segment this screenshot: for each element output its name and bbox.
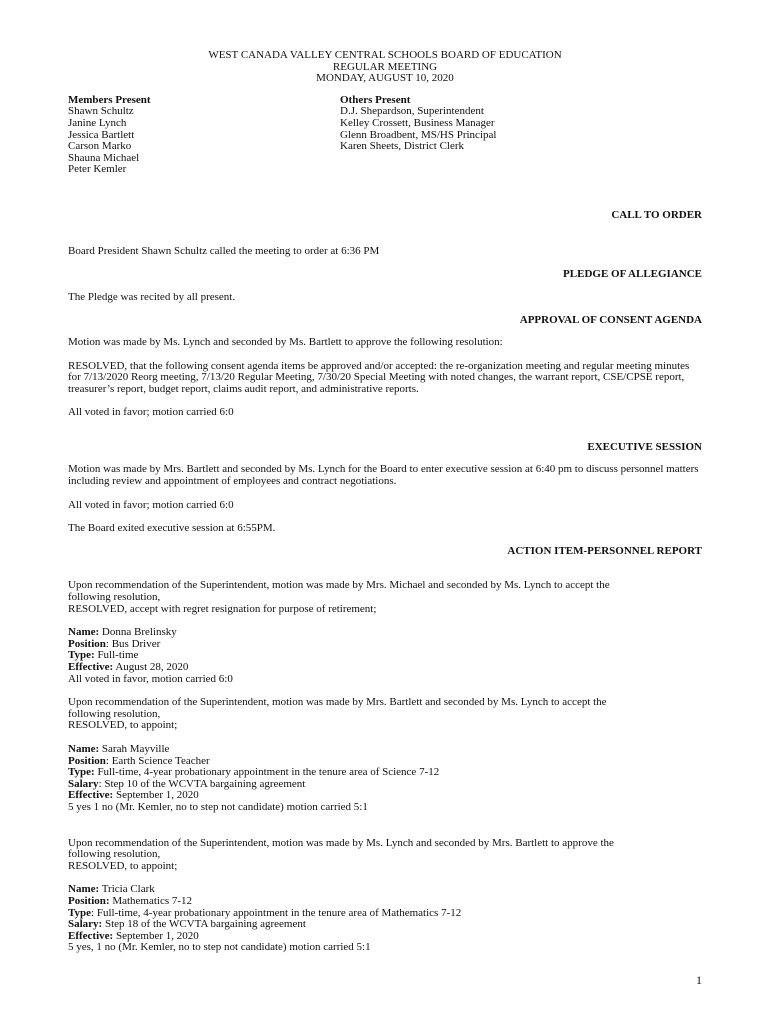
resolved-line: RESOLVED, accept with regret resignation for purpose of retirement; — [68, 602, 377, 615]
motion-line: Upon recommendation of the Superintendent, motion was made by Mrs. Bartlett and seconded by Ms. Lynch to accept the — [68, 696, 607, 709]
detail-name: Name: Tricia Clark — [68, 883, 155, 896]
pledge-text: The Pledge was recited by all present. — [68, 290, 236, 303]
consent-vote: All voted in favor; motion carried 6:0 — [68, 406, 234, 419]
executive-motion: Motion was made by Mrs. Bartlett and seconded by Ms. Lynch for the Board to enter executive session at 6:40 pm to discuss personnel matters including review and appointment of employees and contract negotiations. — [68, 463, 699, 488]
detail-position: Position: Mathematics 7-12 — [68, 894, 193, 907]
member-name: Carson Marko — [68, 140, 132, 153]
header-subtitle: REGULAR MEETING — [332, 60, 438, 73]
call-to-order-heading: CALL TO ORDER — [611, 208, 702, 221]
personnel-item-1 — [68, 580, 702, 685]
other-name: Kelley Crossett, Business Manager — [340, 116, 495, 129]
member-name: Peter Kemler — [68, 163, 127, 176]
detail-effective: Effective: September 1, 2020 — [68, 929, 199, 942]
document-page — [68, 50, 702, 954]
other-name: D.J. Shepardson, Superintendent — [340, 105, 484, 118]
detail-name: Name: Donna Brelinsky — [68, 626, 177, 639]
call-to-order-text: Board President Shawn Schultz called the meeting to order at 6:36 PM — [68, 244, 380, 257]
other-name: Karen Sheets, District Clerk — [340, 140, 465, 153]
member-name: Janine Lynch — [68, 116, 127, 129]
members-heading: Members Present — [68, 93, 151, 106]
detail-salary: Salary: Step 18 of the WCVTA bargaining agreement — [68, 918, 306, 931]
member-name: Shawn Schultz — [68, 105, 134, 118]
appointment-details — [68, 744, 702, 814]
header-title: WEST CANADA VALLEY CENTRAL SCHOOLS BOARD OF EDUCATION — [208, 49, 562, 61]
attendance — [68, 95, 702, 176]
detail-type: Type: Full-time, 4-year probationary appointment in the tenure area of Science 7-12 — [68, 766, 440, 779]
appointment-details — [68, 884, 702, 954]
motion-line: following resolution, — [68, 591, 161, 604]
consent-heading: APPROVAL OF CONSENT AGENDA — [519, 314, 702, 327]
personnel-item-2 — [68, 697, 702, 813]
members-present — [68, 95, 340, 176]
others-present — [340, 95, 612, 176]
detail-name: Name: Sarah Mayville — [68, 742, 170, 755]
pledge-heading: PLEDGE OF ALLEGIANCE — [563, 268, 702, 281]
motion-line: following resolution, — [68, 848, 161, 861]
others-heading: Others Present — [340, 93, 411, 106]
consent-resolved: RESOLVED, that the following consent agenda items be approved and/or accepted: the re-organization meeting and regular meeting minutes for 7/13/2020 Reorg meeting, 7/13/20 Regular Meeting, 7/30/20 Special Meeting with noted changes, the warrant report, CSE/CPSE report, treasurer’s report, budget report, claims audit report, and administrative reports. — [68, 359, 690, 395]
detail-effective: Effective: August 28, 2020 — [68, 661, 189, 673]
resolved-line: RESOLVED, to appoint; — [68, 719, 178, 732]
executive-exit: The Board exited executive session at 6:55PM. — [68, 522, 276, 535]
personnel-item-3 — [68, 838, 702, 954]
vote-line: 5 yes 1 no (Mr. Kemler, no to step not candidate) motion carried 5:1 — [68, 800, 368, 813]
personnel-heading: ACTION ITEM-PERSONNEL REPORT — [507, 544, 702, 557]
motion-line: following resolution, — [68, 707, 161, 720]
resolved-line: RESOLVED, to appoint; — [68, 859, 178, 872]
member-name: Jessica Bartlett — [68, 128, 135, 141]
document-header — [68, 50, 702, 85]
executive-vote: All voted in favor; motion carried 6:0 — [68, 498, 234, 511]
detail-position: Position: Bus Driver — [68, 637, 161, 650]
detail-type: Type: Full-time, 4-year probationary appointment in the tenure area of Mathematics 7-12 — [68, 906, 462, 919]
motion-line: Upon recommendation of the Superintendent, motion was made by Mrs. Michael and seconded by Ms. Lynch to accept the — [68, 579, 610, 592]
detail-salary: Salary: Step 10 of the WCVTA bargaining agreement — [68, 777, 306, 790]
detail-type: Type: Full-time — [68, 649, 139, 662]
consent-motion: Motion was made by Ms. Lynch and seconded by Ms. Bartlett to approve the following resolution: — [68, 335, 503, 348]
motion-line: Upon recommendation of the Superintendent, motion was made by Ms. Lynch and seconded by Mrs. Bartlett to approve the — [68, 836, 614, 849]
header-date: MONDAY, AUGUST 10, 2020 — [316, 72, 454, 85]
vote-line: 5 yes, 1 no (Mr. Kemler, no to step not candidate) motion carried 5:1 — [68, 941, 371, 954]
page-number: 1 — [696, 973, 702, 987]
other-name: Glenn Broadbent, MS/HS Principal — [340, 128, 497, 141]
appointment-details — [68, 627, 702, 685]
detail-position: Position: Earth Science Teacher — [68, 754, 210, 767]
member-name: Shauna Michael — [68, 151, 140, 164]
detail-effective: Effective: September 1, 2020 — [68, 789, 199, 802]
vote-line: All voted in favor, motion carried 6:0 — [68, 672, 233, 685]
executive-heading: EXECUTIVE SESSION — [587, 440, 702, 453]
